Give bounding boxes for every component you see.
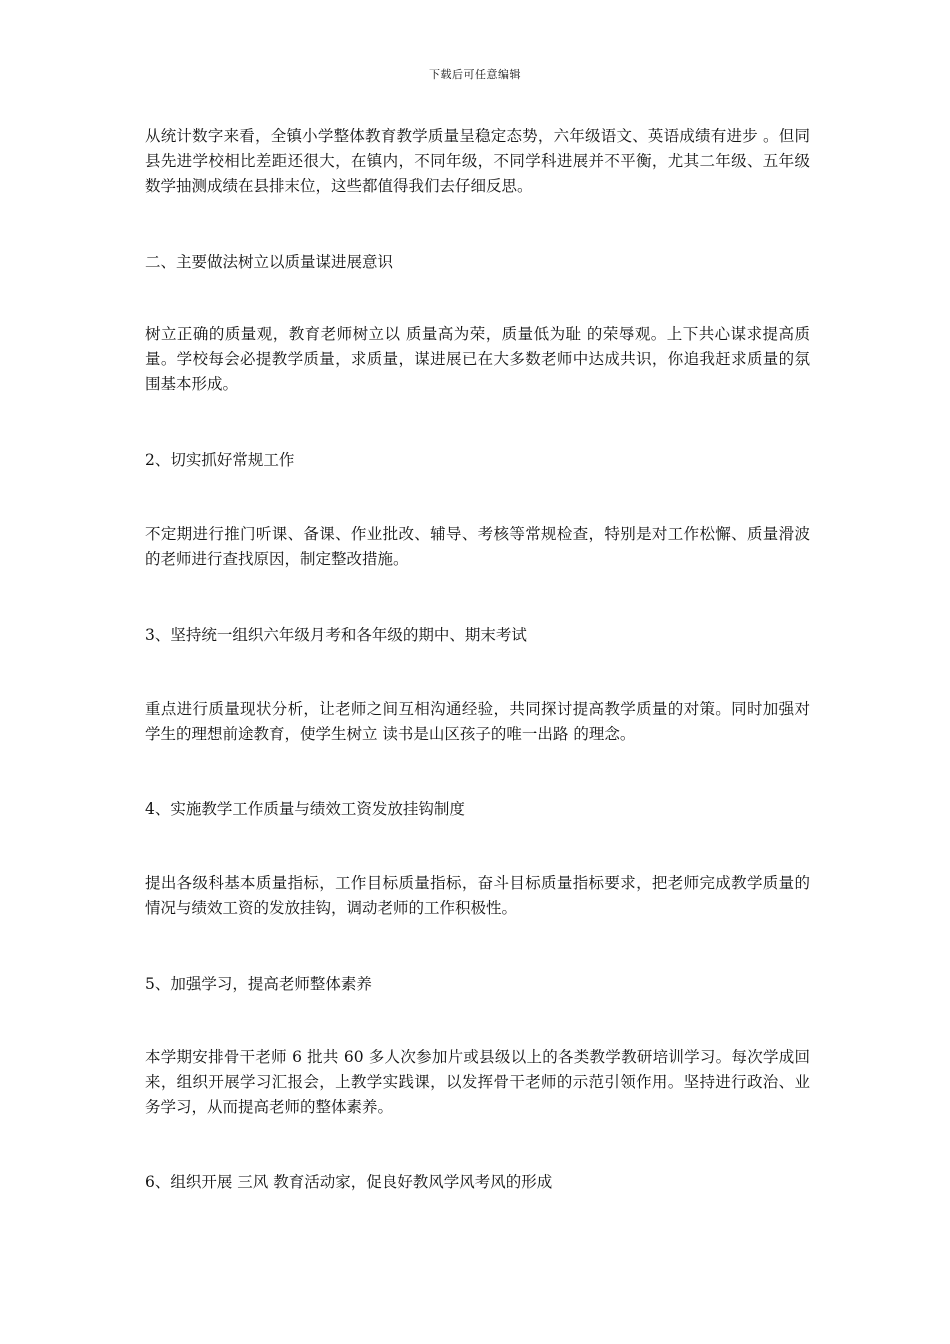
paragraph-quality-analysis: 重点进行质量现状分析，让老师之间互相沟通经验，共同探讨提高教学质量的对策。同时加强对学生的理想前途教育，使学生树立 读书是山区孩子的唯一出路 的理念。 <box>145 700 810 743</box>
paragraph-quality-indicators: 提出各级科基本质量指标，工作目标质量指标，奋斗目标质量指标要求，把老师完成教学质量的情况与绩效工资的发放挂钩，调动老师的工作积极性。 <box>145 874 810 917</box>
page-header: 下载后可任意编辑 <box>429 68 521 81</box>
paragraph-routine-checks: 不定期进行推门听课、备课、作业批改、辅导、考核等常规检查，特别是对工作松懈、质量滑波的老师进行查找原因，制定整改措施。 <box>145 525 810 568</box>
paragraph-training: 本学期安排骨干老师 6 批共 60 多人次参加片或县级以上的各类教学教研培训学习。每次学成回来，组织开展学习汇报会，上教学实践课，以发挥骨干老师的示范引领作用。坚持进行政治、业务学习，从而提高老师的整体素养。 <box>145 1048 810 1116</box>
heading-teacher-learning: 5、加强学习，提高老师整体素养 <box>145 975 372 993</box>
heading-routine-work: 2、切实抓好常规工作 <box>145 451 295 469</box>
paragraph-quality-view: 树立正确的质量观，教育老师树立以 质量高为荣，质量低为耻 的荣辱观。上下共心谋求提高质量。学校每会必提教学质量，求质量，谋进展已在大多数老师中达成共识，你追我赶求质量的氛围基本形成。 <box>145 325 810 393</box>
paragraph-statistics: 从统计数字来看，全镇小学整体教育教学质量呈稳定态势，六年级语文、英语成绩有进步 。但同县先进学校相比差距还很大，在镇内，不同年级，不同学科进展并不平衡，尤其二年级、五年级数学抽测成绩在县排末位，这些都值得我们去仔细反思。 <box>145 127 810 195</box>
heading-main-practices: 二、主要做法树立以质量谋进展意识 <box>145 253 394 271</box>
heading-three-styles: 6、组织开展 三风 教育活动家，促良好教风学风考风的形成 <box>145 1173 553 1191</box>
heading-performance-pay: 4、实施教学工作质量与绩效工资发放挂钩制度 <box>145 800 465 818</box>
heading-exams: 3、坚持统一组织六年级月考和各年级的期中、期末考试 <box>145 626 527 644</box>
